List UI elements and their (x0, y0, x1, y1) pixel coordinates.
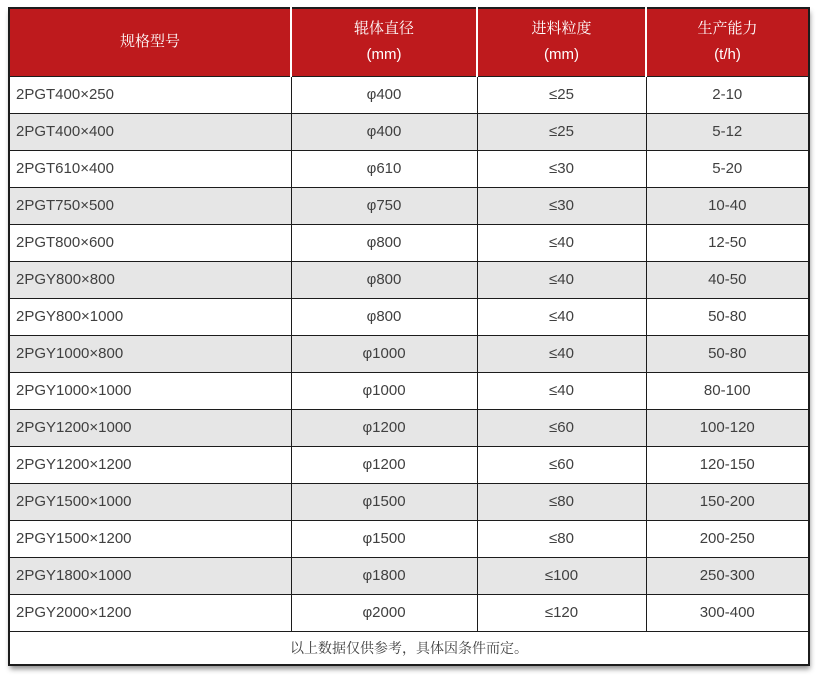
table-row (9, 520, 809, 557)
header-unit: (mm) (544, 46, 579, 64)
table-row (9, 483, 809, 520)
table-row (9, 224, 809, 261)
table-row (9, 150, 809, 187)
header-cell-model (9, 8, 291, 76)
table-cell: ≤80 (477, 520, 646, 557)
table-cell: 2PGY1800×1000 (9, 557, 291, 594)
table-cell: 2PGY1200×1000 (9, 409, 291, 446)
table-row (9, 372, 809, 409)
table-cell: 2PGY800×800 (9, 261, 291, 298)
table-cell: φ750 (291, 187, 477, 224)
table-cell: ≤120 (477, 594, 646, 631)
table-cell: 5-12 (646, 113, 809, 150)
table-cell: 2PGY1500×1200 (9, 520, 291, 557)
table-cell: φ400 (291, 113, 477, 150)
table-cell: 80-100 (646, 372, 809, 409)
table-cell: 250-300 (646, 557, 809, 594)
table-cell: 2PGY800×1000 (9, 298, 291, 335)
table-cell: φ610 (291, 150, 477, 187)
table-cell: ≤40 (477, 372, 646, 409)
spec-table-header (9, 8, 809, 76)
header-label: 进料粒度 (531, 20, 592, 38)
table-cell: 120-150 (646, 446, 809, 483)
table-cell: φ800 (291, 261, 477, 298)
header-label: 生产能力 (697, 20, 758, 38)
table-cell: φ1800 (291, 557, 477, 594)
table-cell: ≤40 (477, 224, 646, 261)
header-label: 辊体直径 (353, 20, 414, 38)
table-cell: 40-50 (646, 261, 809, 298)
header-cell-roller-diameter (291, 8, 477, 76)
table-cell: ≤80 (477, 483, 646, 520)
table-cell: 50-80 (646, 298, 809, 335)
spec-table-container (8, 7, 812, 666)
table-row (9, 557, 809, 594)
table-cell: φ2000 (291, 594, 477, 631)
table-cell: φ1000 (291, 335, 477, 372)
table-cell: 5-20 (646, 150, 809, 187)
table-cell: φ1500 (291, 520, 477, 557)
table-row (9, 446, 809, 483)
table-cell: ≤40 (477, 335, 646, 372)
header-label: 规格型号 (119, 33, 180, 51)
table-cell: ≤60 (477, 409, 646, 446)
table-cell: 2PGY2000×1200 (9, 594, 291, 631)
spec-table-body (9, 76, 809, 631)
table-row (9, 113, 809, 150)
table-cell: φ1000 (291, 372, 477, 409)
spec-table (8, 7, 810, 666)
footer-note: 以上数据仅供参考，具体因条件而定。 (9, 631, 809, 665)
table-row (9, 298, 809, 335)
table-cell: 2PGT610×400 (9, 150, 291, 187)
spec-table-footer (9, 631, 809, 665)
table-cell: ≤40 (477, 261, 646, 298)
table-row (9, 594, 809, 631)
table-cell: ≤40 (477, 298, 646, 335)
table-cell: 200-250 (646, 520, 809, 557)
table-cell: 2PGY1000×1000 (9, 372, 291, 409)
table-cell: 150-200 (646, 483, 809, 520)
table-cell: 2PGT400×400 (9, 113, 291, 150)
table-row (9, 409, 809, 446)
table-cell: ≤25 (477, 76, 646, 113)
table-cell: 50-80 (646, 335, 809, 372)
header-unit: (mm) (366, 46, 402, 64)
table-cell: φ1200 (291, 446, 477, 483)
table-cell: 2PGY1200×1200 (9, 446, 291, 483)
header-cell-capacity (646, 8, 809, 76)
table-row (9, 335, 809, 372)
table-cell: φ800 (291, 224, 477, 261)
table-row (9, 261, 809, 298)
table-row (9, 187, 809, 224)
table-cell: ≤30 (477, 150, 646, 187)
table-cell: 100-120 (646, 409, 809, 446)
table-cell: 12-50 (646, 224, 809, 261)
table-cell: φ400 (291, 76, 477, 113)
table-cell: 2-10 (646, 76, 809, 113)
table-cell: 10-40 (646, 187, 809, 224)
table-cell: ≤100 (477, 557, 646, 594)
table-cell: 2PGT750×500 (9, 187, 291, 224)
table-cell: φ800 (291, 298, 477, 335)
header-cell-feed-size (477, 8, 646, 76)
table-cell: 2PGT800×600 (9, 224, 291, 261)
header-row (9, 8, 809, 76)
table-cell: φ1500 (291, 483, 477, 520)
footer-row (9, 631, 809, 665)
table-cell: 2PGY1000×800 (9, 335, 291, 372)
table-cell: 300-400 (646, 594, 809, 631)
header-unit: (t/h) (714, 46, 741, 64)
table-cell: ≤60 (477, 446, 646, 483)
table-cell: φ1200 (291, 409, 477, 446)
table-cell: 2PGY1500×1000 (9, 483, 291, 520)
table-row (9, 76, 809, 113)
table-cell: ≤25 (477, 113, 646, 150)
table-cell: 2PGT400×250 (9, 76, 291, 113)
table-cell: ≤30 (477, 187, 646, 224)
